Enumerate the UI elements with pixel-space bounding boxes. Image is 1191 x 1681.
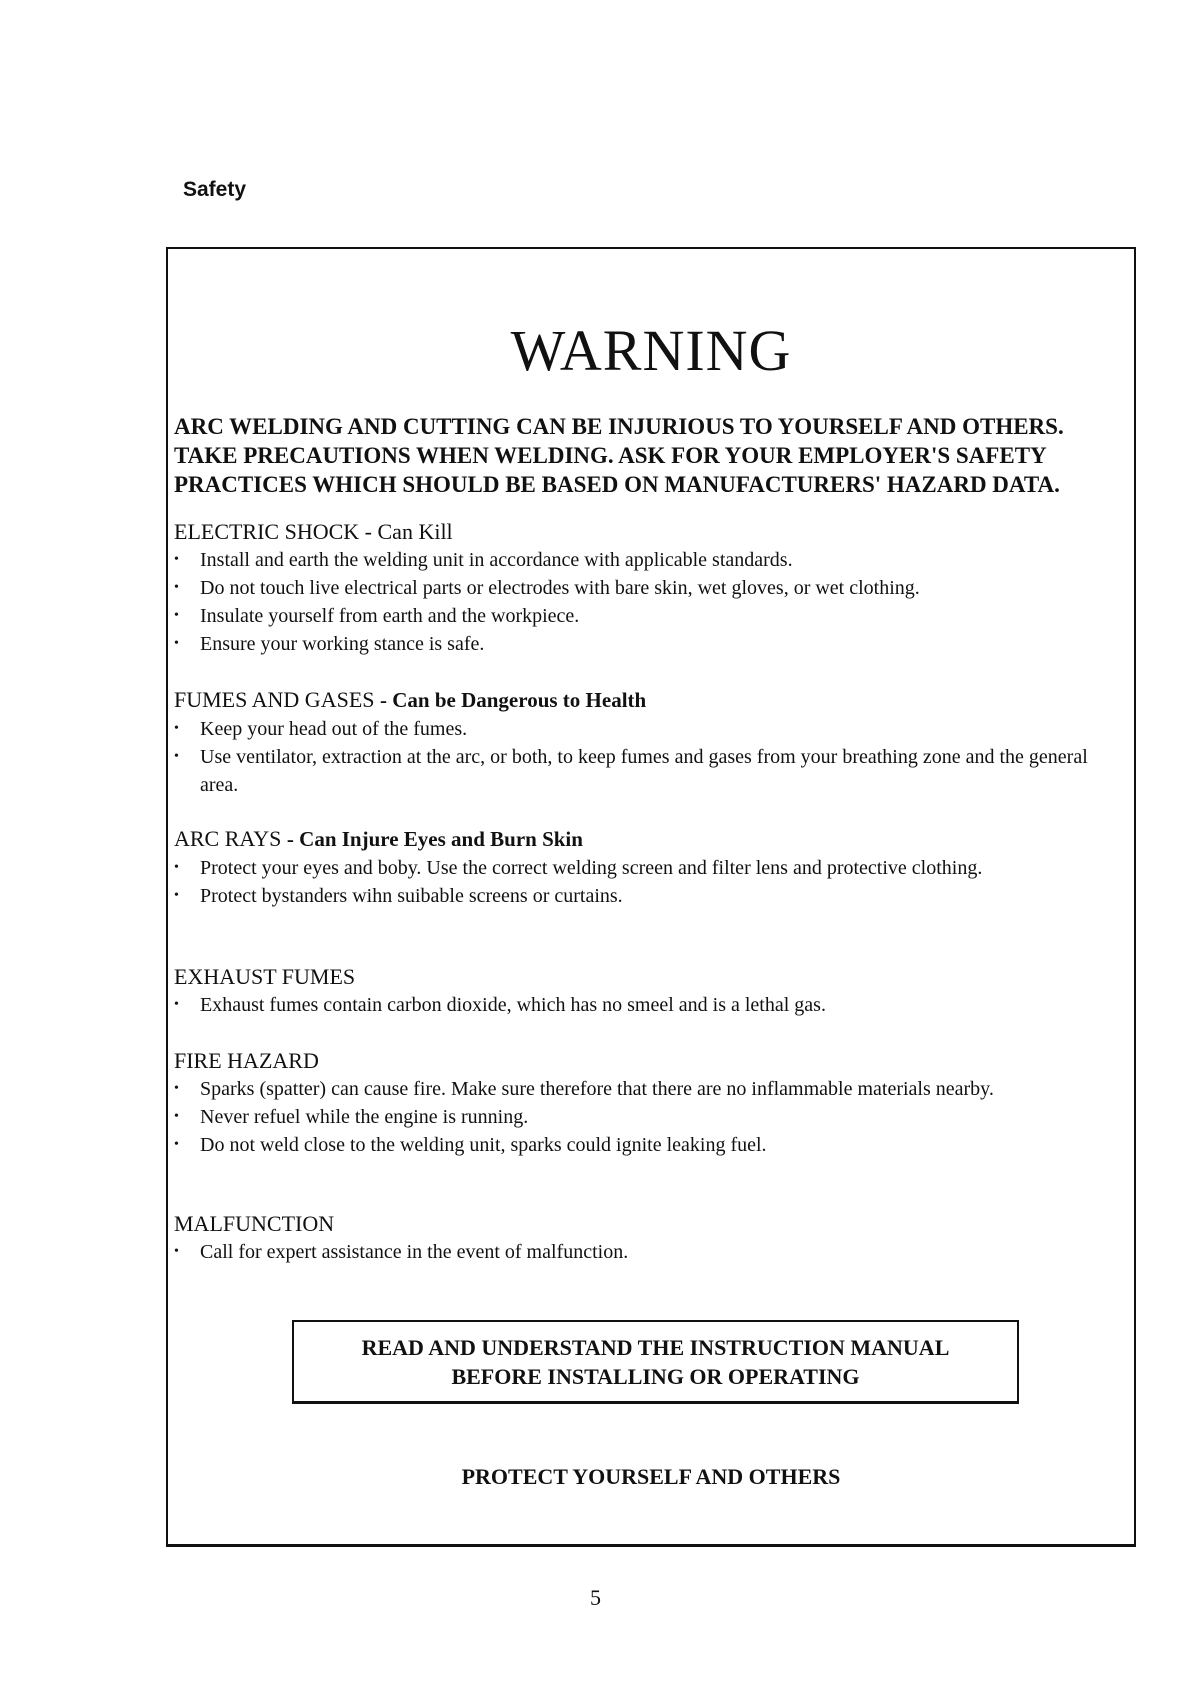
bullet-list (174, 1238, 1114, 1266)
list-item: • Keep your head out of the fumes. (174, 715, 1114, 743)
list-item: • Do not touch live electrical parts or electrodes with bare skin, wet gloves, or wet clothing. (174, 574, 1114, 602)
list-item: • Use ventilator, extraction at the arc, or both, to keep fumes and gases from your breathing zone and the general area. (174, 743, 1114, 799)
section-malfunction (174, 1209, 1114, 1266)
bullet-list (174, 546, 1114, 658)
list-item: • Sparks (spatter) can cause fire. Make sure therefore that there are no inflammable materials nearby. (174, 1075, 1114, 1103)
section-subtitle: - Can be Dangerous to Health (380, 688, 647, 712)
section-title: FUMES AND GASES (174, 687, 375, 712)
list-item: • Do not weld close to the welding unit, sparks could ignite leaking fuel. (174, 1131, 1114, 1159)
page-number: 5 (590, 1585, 601, 1610)
section-fumes-gases (174, 685, 1114, 799)
section-title: ELECTRIC SHOCK - Can Kill (174, 519, 453, 544)
section-header: Safety (183, 178, 247, 201)
list-item: • Insulate yourself from earth and the workpiece. (174, 602, 1114, 630)
protect-slogan: PROTECT YOURSELF AND OTHERS (461, 1464, 841, 1489)
section-arc-rays (174, 824, 1114, 910)
section-subtitle: - Can Injure Eyes and Burn Skin (286, 827, 583, 851)
intro-line: ARC WELDING AND CUTTING CAN BE INJURIOUS TO YOURSELF AND OTHERS. (174, 414, 1064, 439)
section-electric-shock (174, 517, 1114, 658)
notice-line: BEFORE INSTALLING OR OPERATING (451, 1364, 860, 1389)
section-heading (174, 685, 1114, 715)
bullet-list (174, 715, 1114, 799)
list-item: • Exhaust fumes contain carbon dioxide, which has no smeel and is a lethal gas. (174, 991, 1114, 1019)
section-heading (174, 824, 1114, 854)
bullet-list (174, 1075, 1114, 1159)
section-title: ARC RAYS (174, 826, 282, 851)
list-item: • Protect bystanders wihn suibable screens or curtains. (174, 882, 1114, 910)
list-item: • Call for expert assistance in the event of malfunction. (174, 1238, 1114, 1266)
section-exhaust-fumes (174, 962, 1114, 1019)
bullet-list (174, 991, 1114, 1019)
bullet-list (174, 854, 1114, 910)
list-item: • Install and earth the welding unit in accordance with applicable standards. (174, 546, 1114, 574)
instruction-notice-box (292, 1320, 1019, 1404)
notice-line: READ AND UNDERSTAND THE INSTRUCTION MANUAL (361, 1335, 950, 1360)
warning-title: WARNING (510, 318, 792, 383)
section-title: FIRE HAZARD (174, 1048, 319, 1073)
section-title: MALFUNCTION (174, 1211, 335, 1236)
section-title: EXHAUST FUMES (174, 964, 356, 989)
intro-line: TAKE PRECAUTIONS WHEN WELDING. ASK FOR YOUR EMPLOYER'S SAFETY (174, 443, 1047, 468)
warning-box (166, 247, 1136, 1547)
list-item: • Never refuel while the engine is running. (174, 1103, 1114, 1131)
list-item: • Ensure your working stance is safe. (174, 630, 1114, 658)
warning-intro (174, 412, 1128, 499)
section-fire-hazard (174, 1046, 1114, 1159)
intro-line: PRACTICES WHICH SHOULD BE BASED ON MANUFACTURERS' HAZARD DATA. (174, 472, 1060, 497)
list-item: • Protect your eyes and boby. Use the correct welding screen and filter lens and protective clothing. (174, 854, 1114, 882)
